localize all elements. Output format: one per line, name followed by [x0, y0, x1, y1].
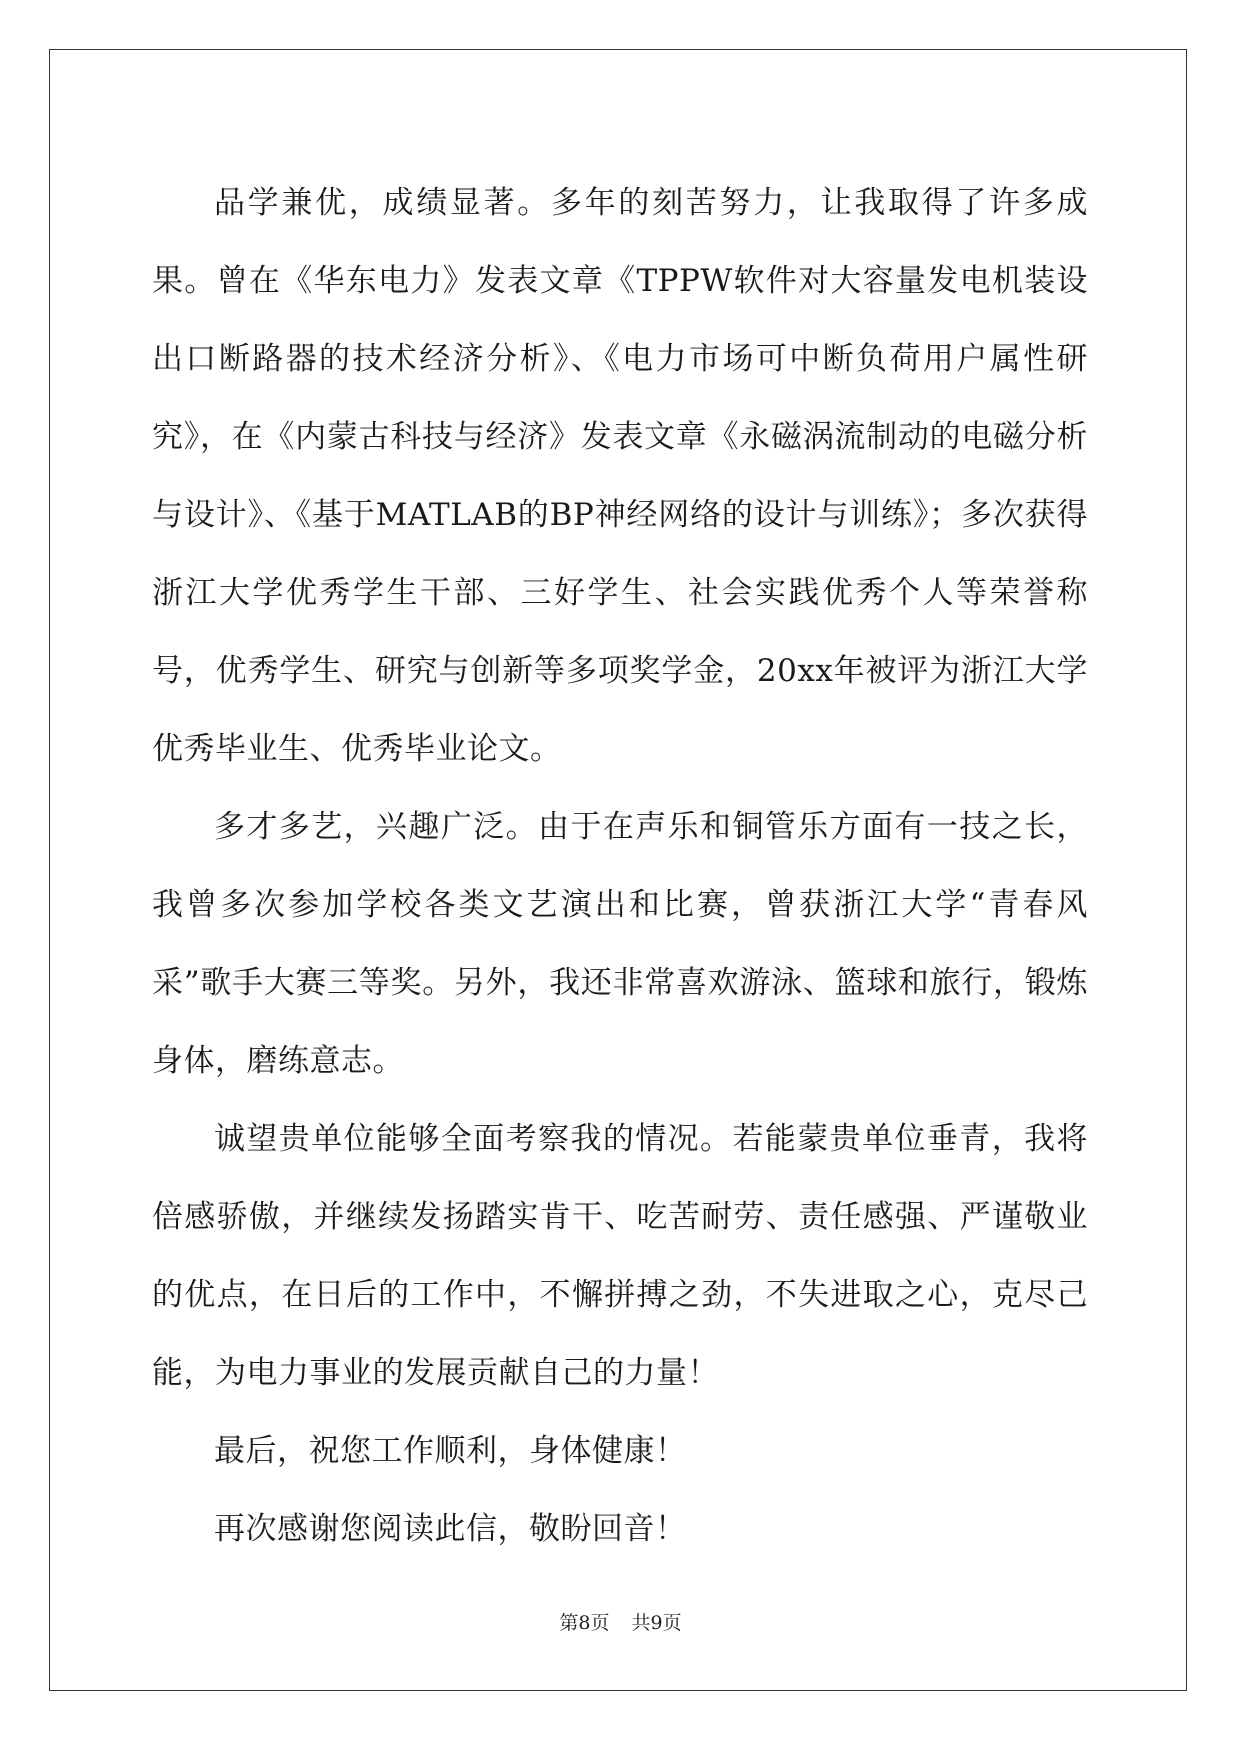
page-number: 第8页 — [559, 1612, 610, 1634]
paragraph-request: 诚望贵单位能够全面考察我的情况。若能蒙贵单位垂青，我将倍感骄傲，并继续发扬踏实肯干、吃苦耐劳、责任感强、严谨敬业的优点，在日后的工作中，不懈拼搏之劲，不失进取之心，克尽己能，为电力事业的发展贡献自己的力量！ — [152, 1121, 1088, 1391]
paragraph-thanks: 再次感谢您阅读此信，敬盼回音！ — [214, 1511, 687, 1547]
letter-body — [152, 164, 1088, 1568]
page-total: 共9页 — [631, 1612, 682, 1634]
paragraph-wishes: 最后，祝您工作顺利，身体健康！ — [214, 1433, 687, 1469]
paragraph-hobbies: 多才多艺，兴趣广泛。由于在声乐和铜管乐方面有一技之长，我曾多次参加学校各类文艺演出和比赛，曾获浙江大学“青春风采”歌手大赛三等奖。另外，我还非常喜欢游泳、篮球和旅行，锻炼身体，磨练意志。 — [152, 809, 1088, 1079]
page-footer — [0, 1611, 1241, 1635]
paragraph-achievements: 品学兼优，成绩显著。多年的刻苦努力，让我取得了许多成果。曾在《华东电力》发表文章《TPPW软件对大容量发电机装设出口断路器的技术经济分析》、《电力市场可中断负荷用户属性研究》，在《内蒙古科技与经济》发表文章《永磁涡流制动的电磁分析与设计》、《基于MATLAB的BP神经网络的设计与训练》；多次获得浙江大学优秀学生干部、三好学生、社会实践优秀个人等荣誉称号，优秀学生、研究与创新等多项奖学金，20xx年被评为浙江大学优秀毕业生、优秀毕业论文。 — [152, 185, 1088, 767]
